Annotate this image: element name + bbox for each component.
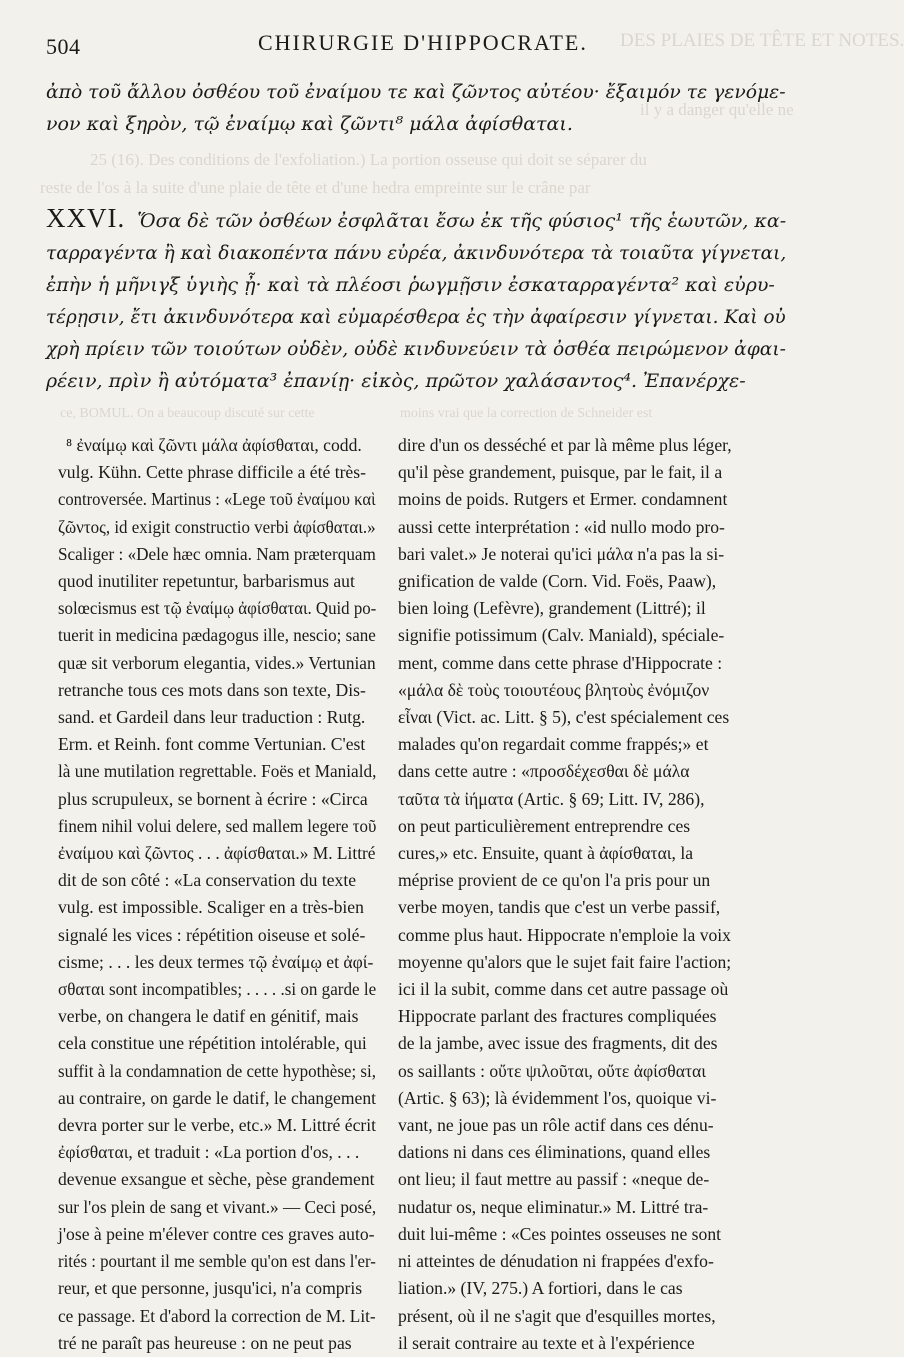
footnote-line: méprise provient de ce qu'on l'a pris pour un [398, 870, 711, 891]
footnote-line: ont lieu; il faut mettre au passif : «neque de- [398, 1169, 710, 1190]
footnote-line: devenue exsangue et sèche, pèse grandement [58, 1169, 375, 1190]
footnote-line: vulg. Kühn. Cette phrase difficile a été très- [58, 462, 366, 483]
footnote-line: verbe moyen, tandis que c'est un verbe passif, [398, 897, 721, 918]
greek-line: νον καὶ ξηρὸν, τῷ ἐναίμῳ καὶ ζῶντι⁸ μάλα ἀφίσθαται. [46, 113, 573, 135]
page-header [46, 26, 786, 58]
page-number: 504 [46, 34, 81, 59]
footnote-line: duit lui-même : «Ces pointes osseuses ne sont [398, 1223, 722, 1244]
footnote-line: là une mutilation regrettable. Foës et Maniald, [58, 761, 377, 782]
footnote-line: controversée. Martinus : «Lege τοῦ ἐναίμου καὶ [58, 489, 376, 510]
footnote-line: signalé les vices : répétition oiseuse et solé- [58, 924, 366, 945]
footnote-line: ici il la subit, comme dans cet autre passage où [398, 979, 729, 1000]
footnote-line: gnification de valde (Corn. Vid. Foës, Paaw), [398, 571, 717, 592]
footnote-line: rités : pourtant il me semble qu'on est dans l'er- [58, 1251, 376, 1272]
footnote-line: présent, où il ne s'agit que d'esquilles mortes, [398, 1305, 716, 1326]
footnote-line: ζῶντος, id exigit constructio verbi ἀφίσθαται.» [58, 516, 376, 537]
footnote-line: Erm. et Reinh. font comme Vertunian. C'est [58, 734, 366, 755]
bleedthrough-line: DES PLAIES DE TÊTE ET NOTES. [620, 30, 904, 51]
greek-line: ἐπὴν ἡ μῆνιγξ ὑγιὴς ᾖ· καὶ τὰ πλέοσι ῥωγμῇσιν ἐσκαταρραγέντα² καὶ εὐρυ- [46, 274, 775, 296]
bleedthrough-line: reste de l'os à la suite d'une plaie de tête et d'une hedra empreinte sur le crâne par [40, 178, 591, 197]
footnote-line: comme plus haut. Hippocrate n'emploie la voix [398, 924, 731, 945]
greek-line: τέρῃσιν, ἔτι ἀκινδυνότερα καὶ εὐμαρέσθερα ἐς τὴν ἀφαίρεσιν γίγνεται. Καὶ οὐ [46, 306, 786, 328]
footnote-line: on peut particulièrement entreprendre ces [398, 815, 691, 836]
footnote-line: cisme; . . . les deux termes τῷ ἐναίμῳ et ἀφί- [58, 951, 374, 972]
footnote-line: quod inutiliter repetuntur, barbarismus aut [58, 571, 355, 592]
footnote-line: qu'il pèse grandement, puisque, par le fait, il a [398, 462, 723, 483]
footnote-line: ce passage. Et d'abord la correction de M. Lit- [58, 1305, 376, 1326]
footnote-line: verbe, on changera le datif en génitif, mais [58, 1006, 359, 1027]
footnote-line: nudatur os, neque eliminatur.» M. Littré tra- [398, 1196, 709, 1217]
footnote-line: solœcismus est τῷ ἐναίμῳ ἀφίσθαται. Quid po- [58, 598, 377, 619]
footnote-line: ni atteintes de dénudation ni frappées d'exfo- [398, 1251, 714, 1272]
greek-line: ταρραγέντα ἢ καὶ διακοπέντα πάνυ εὐρέα, ἀκινδυνότερα τὰ τοιαῦτα γίγνεται, [46, 242, 787, 264]
footnote-line: εἶναι (Vict. ac. Litt. § 5), c'est spécialement ces [398, 707, 730, 728]
footnote-line: σθαται sont incompatibles; . . . . .si on garde le [58, 979, 377, 1000]
greek-line [46, 202, 786, 237]
footnote-line: Scaliger : «Dele hæc omnia. Nam præterquam [58, 543, 376, 564]
footnote-line: j'ose à peine m'élever contre ces graves auto- [58, 1223, 375, 1244]
section-number: XXVI. [46, 203, 126, 233]
footnote-line: ἐναίμου καὶ ζῶντος . . . ἀφίσθαται.» M. Littré [58, 843, 376, 864]
footnote-line: dans cette autre : «προσδέχεσθαι δὲ μάλα [398, 761, 690, 782]
footnote-line: ment, comme dans cette phrase d'Hippocrate : [398, 652, 723, 673]
greek-line: ἀπὸ τοῦ ἄλλου ὀσθέου τοῦ ἐναίμου τε καὶ ζῶντος αὐτέου· ἔξαιμόν τε γενόμε- [46, 81, 786, 103]
footnote-line: signifie potissimum (Calv. Maniald), spéciale- [398, 625, 725, 646]
footnote-column-right [398, 432, 770, 1357]
footnote-line: devra porter sur le verbe, etc.» M. Littré écrit [58, 1115, 377, 1136]
running-head: CHIRURGIE D'HIPPOCRATE. [258, 30, 588, 55]
footnote-line: aussi cette interprétation : «id nullo modo pro- [398, 516, 725, 537]
footnote-line: malades qu'on regardait comme frappés;» et [398, 734, 709, 755]
footnote-line: plus scrupuleux, se bornent à écrire : «Circa [58, 788, 368, 809]
greek-text-continuation [46, 76, 786, 140]
footnote-line: sand. et Gardeil dans leur traduction : Rutg. [58, 707, 366, 728]
footnote-line: ⁸ ἐναίμῳ καὶ ζῶντι μάλα ἀφίσθαται, codd. [66, 435, 362, 455]
footnote-line: moins de poids. Rutgers et Ermer. condamnent [398, 489, 728, 510]
bleedthrough-line: 25 (16). Des conditions de l'exfoliation.) La portion osseuse qui doit se séparer du [90, 150, 647, 169]
footnote-line: os saillants : οὔτε ψιλοῦται, οὔτε ἀφίσθαται [398, 1060, 706, 1081]
footnote-line: au contraire, on garde le datif, le changement [58, 1087, 377, 1108]
footnote-line: quæ sit verborum elegantia, vides.» Vertunian [58, 652, 376, 673]
greek-line: χρὴ πρίειν τῶν τοιούτων οὐδὲν, οὐδὲ κινδυνεύειν τὰ ὀσθέα πειρώμενον ἀφαι- [46, 338, 786, 360]
footnote-line: vant, ne joue pas un rôle actif dans ces dénu- [398, 1115, 714, 1136]
footnote-line: sur l'os plein de sang et vivant.» — Ceci posé, [58, 1196, 377, 1217]
section-xxvi [46, 202, 786, 397]
footnote-line: liation.» (IV, 275.) A fortiori, dans le cas [398, 1278, 683, 1299]
footnote-line: moyenne qu'alors que le sujet fait faire l'action; [398, 951, 732, 972]
bleedthrough-line: ce, BOMUL. On a beaucoup discuté sur cette [60, 406, 315, 421]
footnote-line: bien loing (Lefèvre), grandement (Littré); il [398, 598, 706, 619]
footnote-line: cela constitue une répétition intolérable, qui [58, 1033, 367, 1054]
footnote-line: cures,» etc. Ensuite, quant à ἀφίσθαται, la [398, 843, 694, 864]
footnote-line: retranche tous ces mots dans son texte, Dis- [58, 679, 366, 700]
footnote-column-left [58, 432, 376, 1357]
bleedthrough-line: il y a danger qu'elle ne [640, 100, 794, 119]
footnote-line: ταῦτα τὰ ἰήματα (Artic. § 69; Litt. IV, 286), [398, 788, 705, 809]
greek-line-text: Ὅσα δὲ τῶν ὀσθέων ἐσφλᾶται ἔσω ἐκ τῆς φύσιος¹ τῆς ἑωυτῶν, κα- [137, 210, 787, 232]
footnote-line: reur, et que personne, jusqu'ici, n'a compris [58, 1278, 363, 1299]
footnote-line: de la jambe, avec issue des fragments, dit des [398, 1033, 718, 1054]
footnote-line: tré ne paraît pas heureuse : on ne peut pas [58, 1332, 352, 1353]
footnote-line: il serait contraire au texte et à l'expérience [398, 1332, 695, 1353]
footnote-line: dire d'un os desséché et par là même plus léger, [398, 435, 732, 455]
footnote-line: «μάλα δὲ τοὺς τοιουτέους βλητοὺς ἐνόμιζον [398, 679, 710, 700]
footnote-line: vulg. est impossible. Scaliger en a très-bien [58, 897, 364, 918]
footnote-line: dit de son côté : «La conservation du texte [58, 870, 357, 891]
footnote-line: finem nihil volui delere, sed mallem legere τοῦ [58, 815, 377, 836]
footnote-line: (Artic. § 63); là évidemment l'os, quoique vi- [398, 1087, 717, 1108]
greek-line: ρέειν, πρὶν ἢ αὐτόματα³ ἐπανίῃ· εἰκὸς, πρῶτον χαλάσαντος⁴. Ἐπανέρχε- [46, 370, 746, 392]
footnote-line: tuerit in medicina pædagogus ille, nescio; sane [58, 625, 376, 646]
footnote-line: bari valet.» Je noterai qu'ici μάλα n'a pas la si- [398, 543, 725, 564]
footnote-line: suffit à la condamnation de cette hypothèse; si, [58, 1060, 376, 1081]
footnote-line: ἐφίσθαται, et traduit : «La portion d'os, . . . [58, 1142, 360, 1163]
bleedthrough-line: moins vrai que la correction de Schneider est [400, 406, 653, 421]
footnote-line: dations ni dans ces éliminations, quand elles [398, 1142, 711, 1163]
footnote-line: Hippocrate parlant des fractures compliquées [398, 1006, 717, 1027]
